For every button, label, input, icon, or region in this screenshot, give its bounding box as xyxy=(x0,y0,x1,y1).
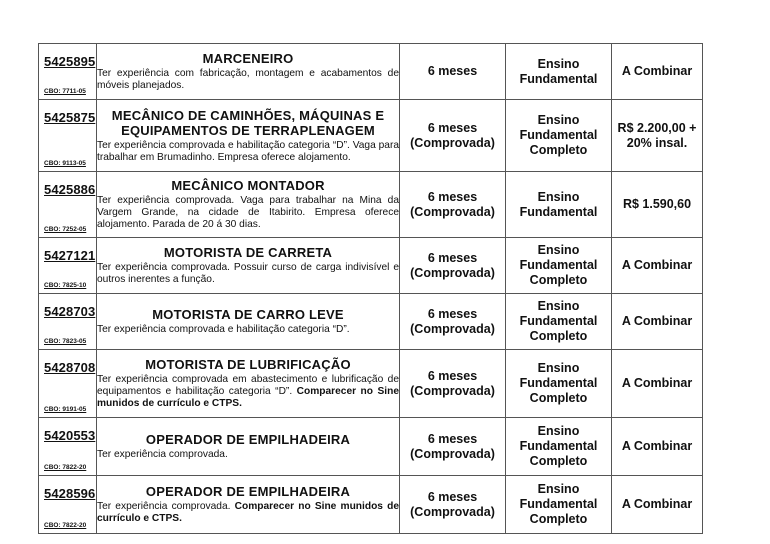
requirements-note: Comparecer no Sine munidos de currículo e CTPS. xyxy=(97,386,399,409)
education-line: Fundamental xyxy=(519,314,598,328)
job-code: 5425895 xyxy=(44,54,96,69)
job-title: MOTORISTA DE LUBRIFICAÇÃO xyxy=(145,357,351,372)
education-line: Completo xyxy=(529,329,588,343)
job-row xyxy=(39,350,703,418)
job-code-cell xyxy=(39,44,97,100)
salary-cell xyxy=(612,238,703,294)
experience-cell xyxy=(400,172,506,238)
experience-line: 6 meses xyxy=(427,189,478,204)
education-line: Fundamental xyxy=(519,128,598,142)
job-requirements xyxy=(97,262,399,286)
job-title: MECÂNICO MONTADOR xyxy=(171,178,325,193)
education-cell xyxy=(506,44,612,100)
education-cell xyxy=(506,476,612,534)
experience-line: 6 meses xyxy=(427,64,478,78)
job-requirements xyxy=(97,195,399,231)
job-row xyxy=(39,44,703,100)
job-code: 5425875 xyxy=(44,110,96,125)
education-line: Completo xyxy=(529,143,588,157)
experience-line: (Comprovada) xyxy=(410,204,495,219)
job-row xyxy=(39,238,703,294)
experience-line: (Comprovada) xyxy=(410,504,495,519)
education-line: Ensino xyxy=(537,243,580,257)
salary-line: 20% insal. xyxy=(626,135,688,150)
education-cell xyxy=(506,350,612,418)
experience-cell xyxy=(400,238,506,294)
experience-line: 6 meses xyxy=(427,489,478,504)
education-cell xyxy=(506,172,612,238)
experience-cell xyxy=(400,100,506,172)
job-code-cell xyxy=(39,350,97,418)
experience-line: (Comprovada) xyxy=(410,446,495,461)
salary-cell xyxy=(612,100,703,172)
education-line: Ensino xyxy=(537,361,580,375)
job-title: MOTORISTA DE CARRO LEVE xyxy=(152,307,344,322)
job-code: 5427121 xyxy=(44,248,96,263)
education-line: Ensino xyxy=(537,482,580,496)
experience-line: 6 meses xyxy=(427,120,478,135)
education-line: Completo xyxy=(529,512,588,526)
job-code: 5425886 xyxy=(44,182,96,197)
experience-line: (Comprovada) xyxy=(410,383,495,398)
cbo-code: CBO: 7822-20 xyxy=(44,464,87,471)
requirements-text: Ter experiência comprovada. xyxy=(97,449,228,460)
requirements-text: Ter experiência comprovada e habilitação categoria “D”. xyxy=(97,324,350,335)
education-cell xyxy=(506,238,612,294)
requirements-text: Ter experiência comprovada. Possuir curso de carga indivisível e outros inerentes a função. xyxy=(97,262,399,285)
requirements-note: Comparecer no Sine munidos de currículo e CTPS. xyxy=(97,501,399,524)
job-code: 5428596 xyxy=(44,486,96,501)
salary-line: A Combinar xyxy=(621,439,693,453)
job-code-cell xyxy=(39,476,97,534)
job-description-cell xyxy=(97,44,400,100)
job-row xyxy=(39,476,703,534)
education-line: Ensino xyxy=(537,299,580,313)
education-cell xyxy=(506,294,612,350)
cbo-code: CBO: 9113-05 xyxy=(44,160,86,167)
job-code: 5428708 xyxy=(44,360,96,375)
job-code-cell xyxy=(39,238,97,294)
experience-line: 6 meses xyxy=(427,306,478,321)
job-row xyxy=(39,294,703,350)
job-code: 5420553 xyxy=(44,428,96,443)
job-requirements xyxy=(97,501,399,525)
job-description-cell xyxy=(97,172,400,238)
education-line: Ensino xyxy=(537,56,580,71)
experience-cell xyxy=(400,476,506,534)
salary-cell xyxy=(612,350,703,418)
job-code-cell xyxy=(39,294,97,350)
job-rows xyxy=(39,44,703,534)
experience-line: (Comprovada) xyxy=(410,321,495,336)
job-code: 5428703 xyxy=(44,304,96,319)
education-line: Fundamental xyxy=(519,439,598,453)
job-title: OPERADOR DE EMPILHADEIRA xyxy=(145,432,351,447)
salary-cell xyxy=(612,44,703,100)
job-title: MARCENEIRO xyxy=(202,51,294,66)
salary-line: A Combinar xyxy=(621,376,693,390)
job-description-cell xyxy=(97,100,400,172)
job-title: MECÂNICO DE CAMINHÕES, MÁQUINAS E EQUIPAMENTOS DE TERRAPLENAGEM xyxy=(111,107,385,138)
salary-cell xyxy=(612,172,703,238)
job-requirements xyxy=(97,449,399,461)
job-code-cell xyxy=(39,172,97,238)
education-line: Completo xyxy=(529,391,588,405)
education-line: Fundamental xyxy=(519,258,598,272)
job-title: MOTORISTA DE CARRETA xyxy=(163,245,333,260)
salary-line: A Combinar xyxy=(621,497,693,511)
job-code-cell xyxy=(39,100,97,172)
education-line: Completo xyxy=(529,273,588,287)
education-line: Completo xyxy=(529,454,588,468)
job-row xyxy=(39,172,703,238)
job-description-cell xyxy=(97,350,400,418)
experience-cell xyxy=(400,44,506,100)
job-requirements xyxy=(97,324,399,336)
education-line: Ensino xyxy=(537,113,580,127)
job-description-cell xyxy=(97,418,400,476)
education-line: Ensino xyxy=(537,189,580,204)
salary-line: R$ 1.590,60 xyxy=(622,197,692,211)
job-row xyxy=(39,418,703,476)
experience-line: 6 meses xyxy=(427,250,478,265)
salary-line: A Combinar xyxy=(621,314,693,328)
job-description-cell xyxy=(97,294,400,350)
job-requirements xyxy=(97,68,399,92)
cbo-code: CBO: 7711-05 xyxy=(44,88,86,95)
salary-cell xyxy=(612,476,703,534)
salary-cell xyxy=(612,294,703,350)
education-line: Ensino xyxy=(537,424,580,438)
salary-line: R$ 2.200,00 + xyxy=(617,120,697,135)
salary-line: A Combinar xyxy=(621,64,693,78)
experience-cell xyxy=(400,350,506,418)
salary-cell xyxy=(612,418,703,476)
education-cell xyxy=(506,100,612,172)
cbo-code: CBO: 7252-05 xyxy=(44,226,87,233)
job-code-cell xyxy=(39,418,97,476)
requirements-text: Ter experiência com fabricação, montagem e acabamentos de móveis planejados. xyxy=(97,68,399,91)
job-description-cell xyxy=(97,476,400,534)
cbo-code: CBO: 9191-05 xyxy=(44,406,87,413)
job-description-cell xyxy=(97,238,400,294)
experience-line: 6 meses xyxy=(427,431,478,446)
job-listings-table xyxy=(38,43,703,534)
education-cell xyxy=(506,418,612,476)
cbo-code: CBO: 7823-05 xyxy=(44,338,87,345)
job-requirements xyxy=(97,140,399,164)
cbo-code: CBO: 7822-20 xyxy=(44,522,87,529)
experience-line: (Comprovada) xyxy=(410,135,495,150)
requirements-text: Ter experiência comprovada em abastecimento e lubrificação de equipamentos e habilitação categoria “D”. xyxy=(97,374,399,397)
experience-line: (Comprovada) xyxy=(410,265,495,280)
experience-cell xyxy=(400,294,506,350)
education-line: Fundamental xyxy=(519,376,598,390)
job-title: OPERADOR DE EMPILHADEIRA xyxy=(145,484,351,499)
education-line: Fundamental xyxy=(519,497,598,511)
salary-line: A Combinar xyxy=(621,258,693,272)
experience-line: 6 meses xyxy=(427,368,478,383)
requirements-text: Ter experiência comprovada e habilitação categoria “D”. Vaga para trabalhar em Brumadinho. Empresa oferece alojamento. xyxy=(97,139,399,163)
experience-cell xyxy=(400,418,506,476)
requirements-text: Ter experiência comprovada. xyxy=(97,501,235,512)
cbo-code: CBO: 7825-10 xyxy=(44,282,87,289)
requirements-text: Ter experiência comprovada. Vaga para trabalhar na Mina da Vargem Grande, na cidade de Itabirito. Empresa oferece alojamento. Parada de 20 á 30 dias. xyxy=(97,195,399,230)
job-row xyxy=(39,100,703,172)
job-requirements xyxy=(97,374,399,410)
education-line: Fundamental xyxy=(519,204,598,219)
education-line: Fundamental xyxy=(519,71,598,86)
